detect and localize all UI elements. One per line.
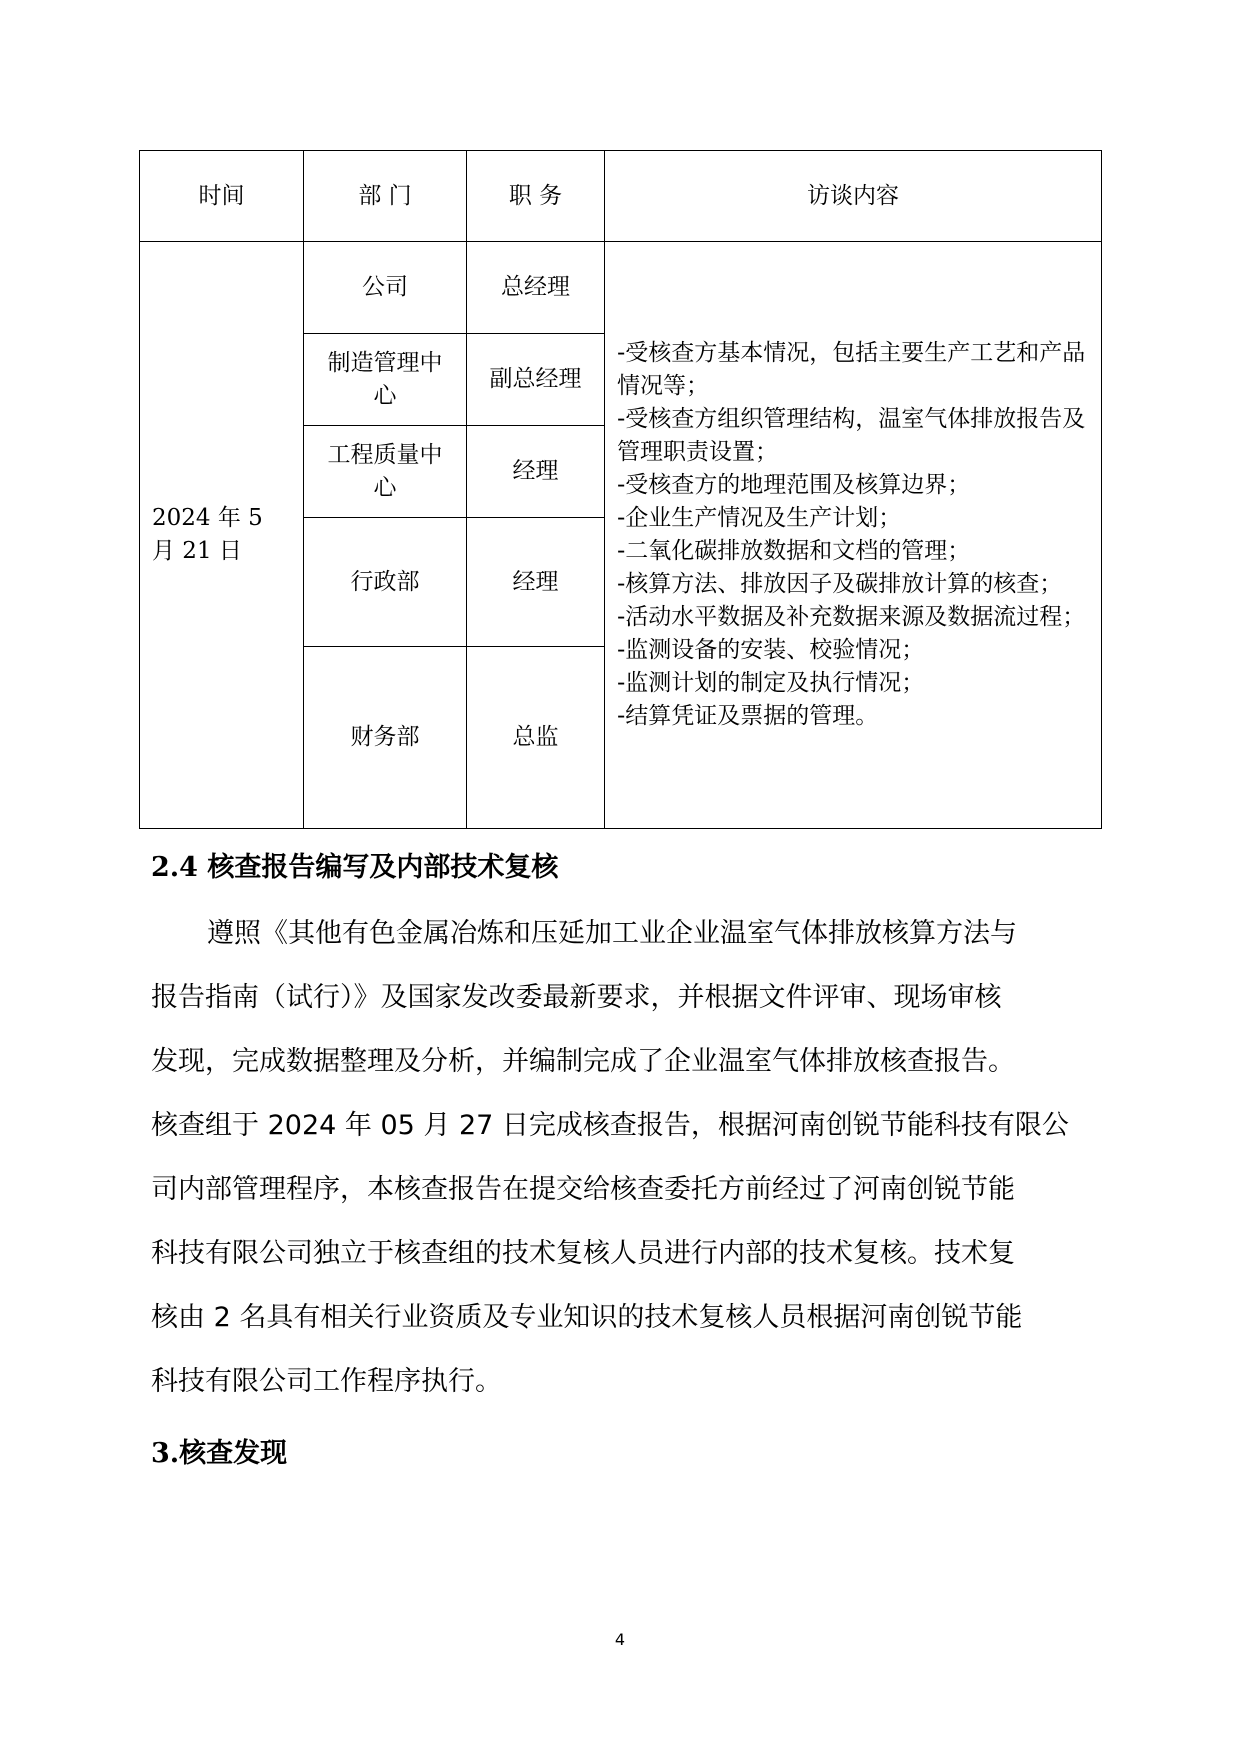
section-heading-2-4: 2.4 核查报告编写及内部技术复核 — [151, 852, 559, 883]
position-cell: 经理 — [467, 518, 605, 647]
interview-content-cell — [605, 242, 1102, 829]
position-cell: 副总经理 — [467, 334, 605, 426]
content-line: -监测计划的制定及执行情况； — [617, 670, 925, 696]
header-department: 部 门 — [304, 151, 467, 242]
paragraph-line: 发现，完成数据整理及分析，并编制完成了企业温室气体排放核查报告。 — [151, 1046, 1015, 1077]
department-cell: 财务部 — [304, 647, 467, 829]
department-cell: 公司 — [304, 242, 467, 334]
header-time: 时间 — [140, 151, 304, 242]
table-row — [140, 242, 1102, 334]
content-line: -核算方法、排放因子及碳排放计算的核查； — [617, 571, 1063, 597]
paragraph-line: 司内部管理程序，本核查报告在提交给核查委托方前经过了河南创锐节能 — [151, 1174, 1015, 1205]
content-line: -二氧化碳排放数据和文档的管理； — [617, 538, 971, 564]
department-cell: 制造管理中心 — [304, 334, 467, 426]
interview-table — [139, 150, 1102, 829]
section-2-4-paragraph — [151, 902, 1091, 1414]
content-line: -监测设备的安装、校验情况； — [617, 637, 925, 663]
department-cell: 工程质量中心 — [304, 426, 467, 518]
content-line: -受核查方基本情况，包括主要生产工艺和产品情况等； — [617, 340, 1086, 399]
header-interview-content: 访谈内容 — [605, 151, 1102, 242]
interview-date: 2024 年 5 月 21 日 — [140, 242, 304, 829]
content-line: -受核查方的地理范围及核算边界； — [617, 472, 971, 498]
position-cell: 总监 — [467, 647, 605, 829]
content-line: -活动水平数据及补充数据来源及数据流过程； — [617, 604, 1086, 630]
content-line: -结算凭证及票据的管理。 — [617, 703, 879, 729]
content-line: -企业生产情况及生产计划； — [617, 505, 902, 531]
header-position: 职 务 — [467, 151, 605, 242]
paragraph-line: 遵照《其他有色金属冶炼和压延加工业企业温室气体排放核算方法与 — [207, 918, 1017, 949]
paragraph-line: 科技有限公司工作程序执行。 — [151, 1366, 502, 1397]
paragraph-line: 核查组于 2024 年 05 月 27 日完成核查报告，根据河南创锐节能科技有限公 — [151, 1110, 1069, 1141]
position-cell: 经理 — [467, 426, 605, 518]
position-cell: 总经理 — [467, 242, 605, 334]
section-heading-3: 3.核查发现 — [151, 1438, 288, 1469]
department-cell: 行政部 — [304, 518, 467, 647]
content-line: -受核查方组织管理结构，温室气体排放报告及管理职责设置； — [617, 406, 1086, 465]
paragraph-line: 核由 2 名具有相关行业资质及专业知识的技术复核人员根据河南创锐节能 — [151, 1302, 1023, 1333]
table-header-row — [140, 151, 1102, 242]
page-number: 4 — [614, 1630, 626, 1649]
paragraph-line: 科技有限公司独立于核查组的技术复核人员进行内部的技术复核。技术复 — [151, 1238, 1015, 1269]
paragraph-line: 报告指南（试行）》及国家发改委最新要求，并根据文件评审、现场审核 — [151, 982, 1002, 1013]
